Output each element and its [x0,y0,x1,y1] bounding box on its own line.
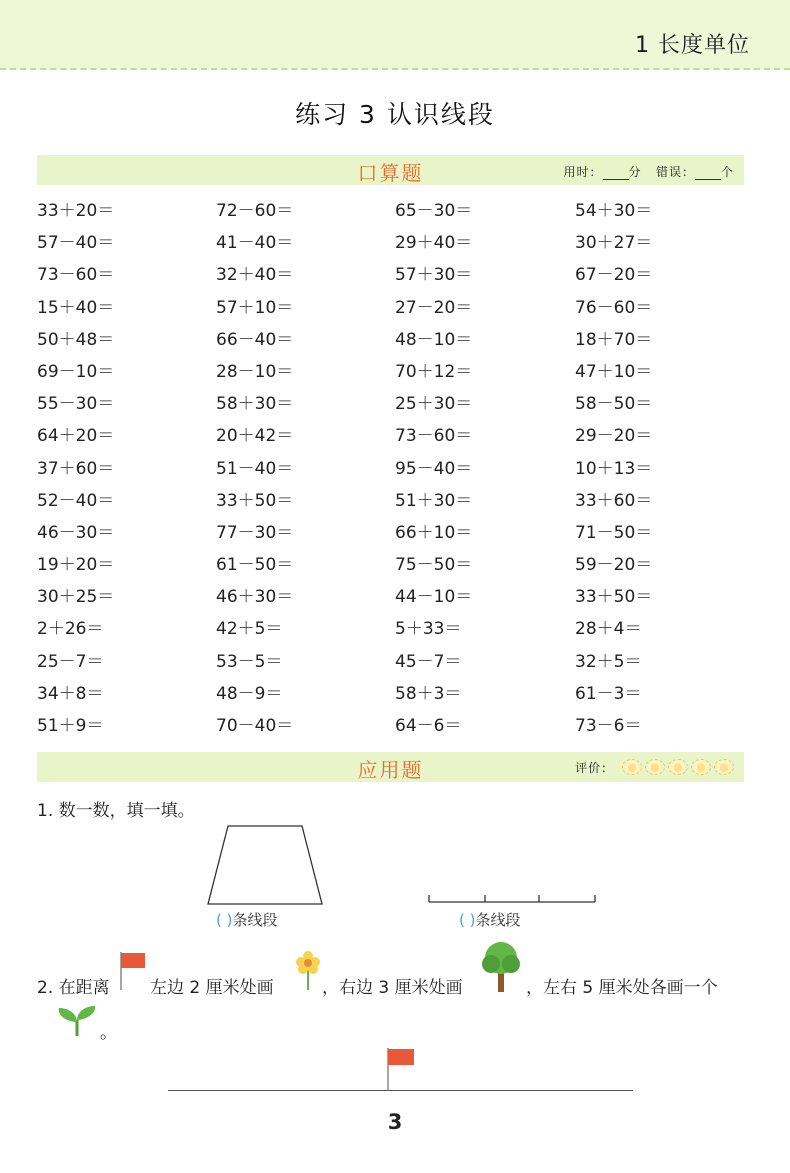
problem-row [37,325,757,357]
arithmetic-problem: 42＋5＝ [216,619,283,640]
problem-row [37,389,757,421]
arithmetic-problem: 30＋25＝ [37,587,115,608]
problem-row [37,228,757,260]
arithmetic-problem: 50＋48＝ [37,329,115,350]
arithmetic-problem: 77－30＝ [216,522,294,543]
applied-header [37,752,744,782]
arithmetic-problem: 29－20＝ [575,426,653,447]
trapezoid-shape [208,826,322,904]
arithmetic-problem: 32＋5＝ [575,651,642,672]
arithmetic-problem: 27－20＝ [395,297,473,318]
arithmetic-problem: 18＋70＝ [575,329,653,350]
answer-paren: ( ) [459,911,476,929]
arithmetic-problem: 2＋26＝ [37,619,104,640]
problem-grid [37,196,757,743]
arithmetic-problem: 5＋33＝ [395,619,462,640]
question-2-part-b: 左边 2 厘米处画 [150,978,274,998]
time-blank [603,167,629,180]
arithmetic-problem: 67－20＝ [575,265,653,286]
arithmetic-problem: 57＋10＝ [216,297,294,318]
arithmetic-problem: 69－10＝ [37,361,115,382]
evaluation [575,759,734,778]
error-blank [695,167,721,180]
sun-icon [645,759,665,775]
arithmetic-problem: 28＋4＝ [575,619,642,640]
arithmetic-problem: 33＋50＝ [216,490,294,511]
sun-icon [691,759,711,775]
question-2-part-a: 2. 在距离 [37,978,110,998]
arithmetic-problem: 64＋20＝ [37,426,115,447]
problem-row [37,421,757,453]
arithmetic-problem: 28－10＝ [216,361,294,382]
problem-row [37,550,757,582]
arithmetic-problem: 58＋3＝ [395,683,462,704]
rating-stars [619,759,734,778]
error-label: 错误： [655,165,695,179]
arithmetic-problem: 45－7＝ [395,651,462,672]
arithmetic-problem: 66＋10＝ [395,522,473,543]
arithmetic-problem: 66－40＝ [216,329,294,350]
trapezoid-figure [200,822,330,908]
problem-row [37,293,757,325]
minute-unit: 分 [628,165,642,179]
arithmetic-problem: 10＋13＝ [575,458,653,479]
arithmetic-problem: 73－6＝ [575,716,642,736]
arithmetic-problem: 33＋60＝ [575,490,653,511]
question-1: 1. 数一数，填一填。 [37,801,195,821]
arithmetic-problem: 64－6＝ [395,716,462,736]
time-label: 用时： [563,165,603,179]
arithmetic-problem: 44－10＝ [395,587,473,608]
arithmetic-problem: 70－40＝ [216,716,294,736]
sun-icon [622,759,642,775]
flower-icon [294,950,322,992]
arithmetic-problem: 76－60＝ [575,297,653,318]
arithmetic-problem: 55－30＝ [37,394,115,415]
arithmetic-problem: 72－60＝ [216,201,294,221]
flag-icon [118,950,148,992]
arithmetic-problem: 71－50＝ [575,522,653,543]
problem-row [37,679,757,711]
arithmetic-problem: 59－20＝ [575,555,653,576]
drawing-line [168,1090,633,1091]
arithmetic-problem: 58＋30＝ [216,394,294,415]
problem-row [37,582,757,614]
problem-row [37,454,757,486]
sun-icon [668,759,688,775]
section-title-applied: 应用题 [357,758,424,782]
arithmetic-problem: 65－30＝ [395,201,473,221]
arithmetic-problem: 48－9＝ [216,683,283,704]
arithmetic-problem: 41－40＝ [216,233,294,254]
segment-suffix: 条线段 [475,911,521,929]
arithmetic-problem: 52－40＝ [37,490,115,511]
arithmetic-problem: 54＋30＝ [575,201,653,221]
arithmetic-problem: 30＋27＝ [575,233,653,254]
arithmetic-problem: 95－40＝ [395,458,473,479]
page-title: 练习 3 认识线段 [295,100,495,129]
sun-icon [714,759,734,775]
arithmetic-problem: 51＋30＝ [395,490,473,511]
arithmetic-problem: 34＋8＝ [37,683,104,704]
section-title-mental: 口算题 [357,161,424,185]
arithmetic-problem: 57－40＝ [37,233,115,254]
segmented-line-figure [425,888,600,908]
arithmetic-problem: 57＋30＝ [395,265,473,286]
problem-row [37,357,757,389]
arithmetic-problem: 61－50＝ [216,555,294,576]
problem-row [37,486,757,518]
count-unit: 个 [720,165,734,179]
problem-row [37,711,757,743]
arithmetic-problem: 25－7＝ [37,651,104,672]
arithmetic-problem: 33＋50＝ [575,587,653,608]
page-number: 3 [387,1110,403,1134]
answer-1b [459,909,521,930]
arithmetic-problem: 61－3＝ [575,683,642,704]
evaluation-label: 评价： [575,761,615,775]
arithmetic-problem: 20＋42＝ [216,426,294,447]
arithmetic-problem: 47＋10＝ [575,361,653,382]
arithmetic-problem: 25＋30＝ [395,394,473,415]
arithmetic-problem: 37＋60＝ [37,458,115,479]
problem-row [37,196,757,228]
mental-math-header [37,155,744,185]
problem-row [37,614,757,646]
arithmetic-problem: 46－30＝ [37,522,115,543]
arithmetic-problem: 58－50＝ [575,394,653,415]
arithmetic-problem: 51－40＝ [216,458,294,479]
arithmetic-problem: 48－10＝ [395,329,473,350]
arithmetic-problem: 70＋12＝ [395,361,473,382]
arithmetic-problem: 51＋9＝ [37,716,104,736]
chapter-title: 1 长度单位 [635,33,750,58]
segment-suffix: 条线段 [232,911,278,929]
arithmetic-problem: 29＋40＝ [395,233,473,254]
arithmetic-problem: 53－5＝ [216,651,283,672]
arithmetic-problem: 75－50＝ [395,555,473,576]
arithmetic-problem: 15＋40＝ [37,297,115,318]
question-2-part-c: ，右边 3 厘米处画 [322,978,463,998]
arithmetic-problem: 73－60＝ [37,265,115,286]
arithmetic-problem: 19＋20＝ [37,555,115,576]
arithmetic-problem: 46＋30＝ [216,587,294,608]
problem-row [37,260,757,292]
tree-icon [478,940,524,994]
question-2-part-d: ，左右 5 厘米处各画一个 [526,978,718,998]
center-flag-icon [385,1046,419,1092]
problem-row [37,647,757,679]
question-2-end: 。 [100,1023,117,1043]
arithmetic-problem: 32＋40＝ [216,265,294,286]
problem-row [37,518,757,550]
sprout-icon [55,1004,101,1038]
arithmetic-problem: 73－60＝ [395,426,473,447]
arithmetic-problem: 33＋20＝ [37,201,115,221]
time-error-record [563,163,734,180]
answer-paren: ( ) [216,911,233,929]
answer-1a [216,909,278,930]
